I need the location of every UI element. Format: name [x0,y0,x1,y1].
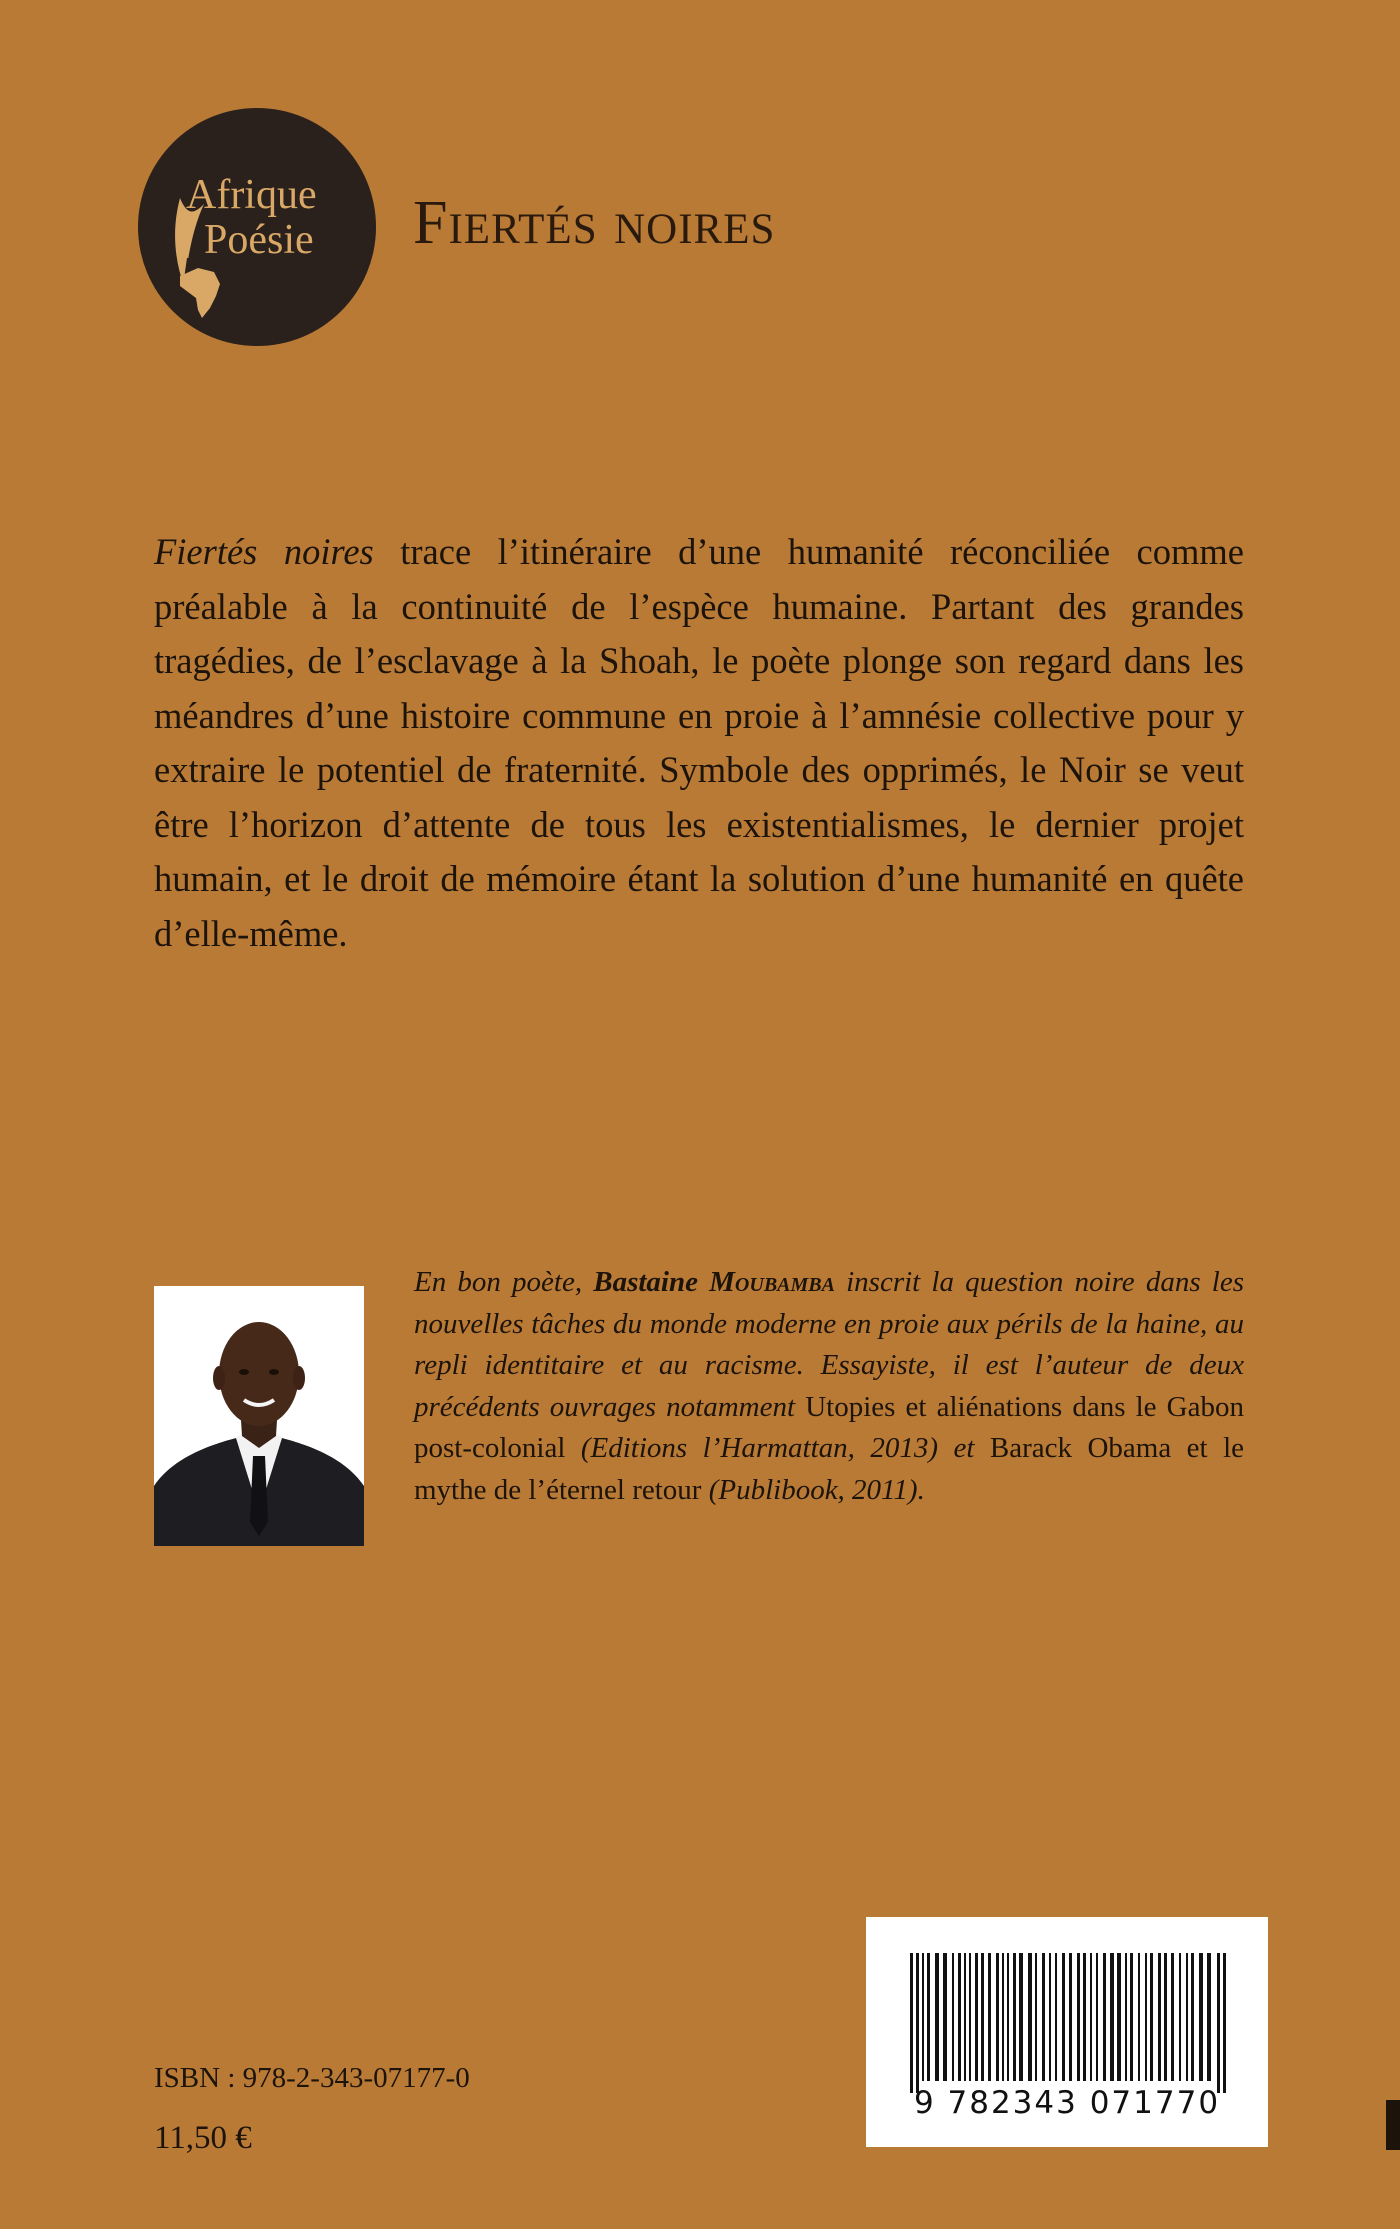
barcode-bar [1158,1953,1161,2081]
barcode-bar [1049,1953,1051,2081]
barcode-bar [1199,1953,1203,2081]
barcode-bar [1103,1953,1106,2081]
summary-book-title: Fiertés noires [154,531,374,572]
barcode-bar [1007,1953,1009,2081]
barcode-bar [1186,1953,1188,2081]
collection-title: Fiertés noires [413,189,776,257]
logo-text-poesie: Poésie [204,217,314,263]
barcode-digits: 9 782343 071770 [913,2085,1221,2121]
barcode-bar [910,1953,913,2093]
barcode-bar [1130,1953,1133,2081]
barcode-bar [935,1953,939,2081]
previous-book-1: Utopies et aliénations dans le Gabon post-colonial [414,1390,1244,1464]
barcode-bar [1013,1953,1016,2081]
barcode-bar [1002,1953,1004,2081]
author-last-name: Moubamba [709,1266,835,1298]
barcode-bar [1138,1953,1140,2081]
previous-book-2-publisher: (Publibook, 2011). [701,1473,925,1506]
barcode-bar [922,1953,924,2081]
barcode-bar [1062,1953,1065,2081]
barcode-bar [1191,1953,1194,2081]
barcode-bar [1042,1953,1045,2081]
price: 11,50 € [154,2120,252,2156]
author-photo [154,1286,364,1546]
barcode-bar [1028,1953,1032,2081]
barcode-bar [1150,1953,1153,2081]
barcode-bar [1207,1953,1211,2081]
barcode-bar [1096,1953,1098,2081]
author-bio [414,1262,1244,1511]
barcode-bar [975,1953,978,2081]
summary-text: trace l’itinéraire d’une humanité réconciliée comme préalable à la continuité de l’espèce humaine. Partant des grandes tragédies, de l’esclavage à la Shoah, le poète plonge son regard dans les méandres d’une histoire commune en proie à l’amnésie collective pour y extraire le potentiel de fraternité. Symbole des opprimés, le Noir se veut être l’horizon d’attente de tous les existentialismes, le dernier projet humain, et le droit de mémoire étant la solution d’une humanité en quête d’elle-même. [154,531,1244,954]
crop-mark [1386,2100,1400,2150]
barcode-bar [1019,1953,1023,2081]
barcode-bar [969,1953,971,2081]
barcode-bar [1035,1953,1037,2081]
barcode-bar [1077,1953,1080,2081]
barcode-bar [981,1953,984,2081]
barcode-bar [1223,1953,1226,2093]
barcode-bar [1117,1953,1121,2081]
barcode-bar [996,1953,999,2081]
barcode-bar [1055,1953,1057,2081]
barcode-bar [927,1953,930,2081]
author-name [593,1266,835,1298]
book-summary [154,525,1244,961]
barcode-bar [1145,1953,1147,2081]
collection-logo [138,108,376,346]
barcode-bar [1125,1953,1127,2081]
previous-book-1-publisher: (Editions l’Harmattan, 2013) et [565,1432,990,1464]
previous-book-2: Barack Obama et le mythe de l’éternel retour [414,1432,1245,1506]
barcode-bar [916,1953,919,2093]
barcode-bar [1110,1953,1114,2081]
barcode-bar [964,1953,966,2081]
barcode-bar [1090,1953,1092,2081]
barcode-bar [943,1953,947,2081]
barcode-bar [1217,1953,1220,2093]
barcode-bar [952,1953,954,2081]
barcode-bar [1083,1953,1086,2081]
isbn: ISBN : 978-2-343-07177-0 [154,2062,470,2094]
bio-intro: En bon poète, [414,1266,594,1298]
barcode-bar [1179,1953,1181,2081]
barcode-bar [988,1953,991,2081]
logo-text-afrique: Afrique [186,172,317,218]
author-first-name: Bastaine [593,1266,710,1298]
barcode-bar [1171,1953,1174,2081]
barcode-bar [1069,1953,1072,2081]
barcode-bar [1164,1953,1167,2081]
bio-body: inscrit la question noire dans les nouvelles tâches du monde moderne en proie aux périls de la haine, au repli identitaire et au racisme. Essayiste, il est l’auteur de deux précédents ouvrages notamment [414,1266,1244,1423]
barcode-bar [958,1953,961,2081]
barcode [866,1917,1268,2147]
